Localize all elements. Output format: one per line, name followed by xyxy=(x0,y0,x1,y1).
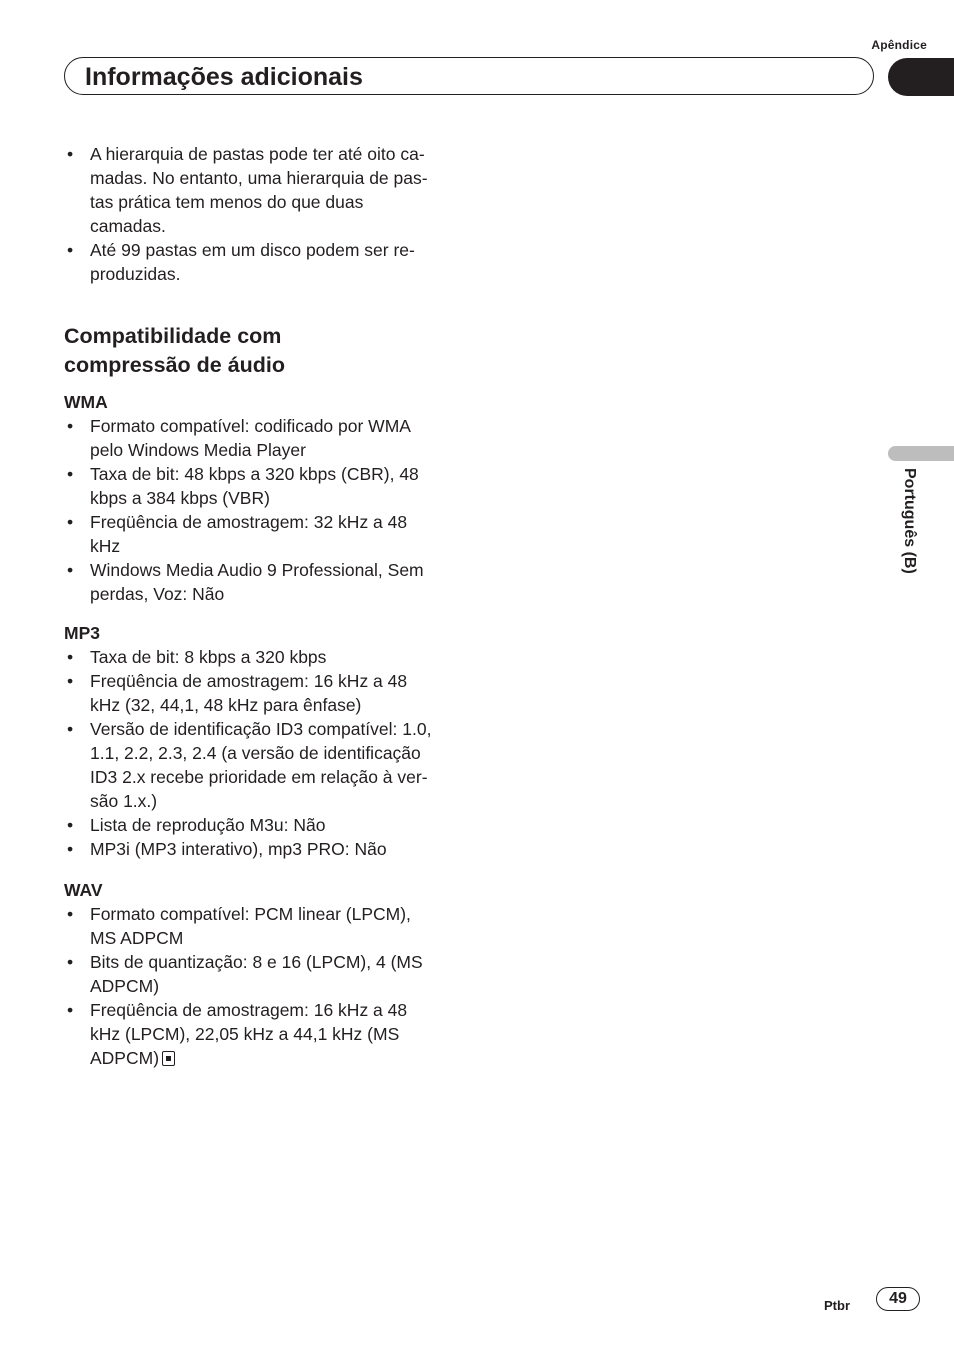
list-item xyxy=(64,462,464,510)
list-item-text: Versão de identificação ID3 compatível: 1.0, 1.1, 2.2, 2.3, 2.4 (a versão de identificação ID3 2.x recebe prioridade em relação à ver- são 1.x.) xyxy=(90,719,432,811)
black-tab xyxy=(888,58,954,96)
list-item-text: Freqüência de amostragem: 16 kHz a 48 kHz (32, 44,1, 48 kHz para ênfase) xyxy=(90,671,408,715)
list-item-text: A hierarquia de pastas pode ter até oito ca- madas. No entanto, uma hierarquia de pas- tas prática tem menos do que duas camadas. xyxy=(90,144,428,236)
wma-label: WMA xyxy=(64,392,108,412)
stop-square-icon xyxy=(162,1051,175,1066)
bullet-icon: • xyxy=(67,647,74,667)
list-item-text: Freqüência de amostragem: 16 kHz a 48 kHz (LPCM), 22,05 kHz a 44,1 kHz (MS ADPCM) xyxy=(90,1000,408,1068)
list-item-text: Lista de reprodução M3u: Não xyxy=(90,815,326,835)
bullet-icon: • xyxy=(67,952,74,972)
list-item xyxy=(64,510,464,558)
list-item xyxy=(64,837,464,861)
list-item xyxy=(64,558,464,606)
list-item xyxy=(64,142,464,238)
list-item xyxy=(64,717,464,813)
mp3-label: MP3 xyxy=(64,623,100,643)
list-item xyxy=(64,669,464,717)
list-item xyxy=(64,645,464,669)
wav-label: WAV xyxy=(64,880,103,900)
bullet-icon: • xyxy=(67,719,74,739)
footer-language: Ptbr xyxy=(824,1298,850,1313)
list-item xyxy=(64,414,464,462)
section-label: Apêndice xyxy=(871,38,927,52)
list-item-text: MP3i (MP3 interativo), mp3 PRO: Não xyxy=(90,839,387,859)
title-pill xyxy=(64,57,874,95)
list-item xyxy=(64,813,464,837)
bullet-icon: • xyxy=(67,839,74,859)
list-item-text: Windows Media Audio 9 Professional, Sem perdas, Voz: Não xyxy=(90,560,424,604)
side-tab xyxy=(888,446,954,461)
bullet-icon: • xyxy=(67,1000,74,1020)
bullet-icon: • xyxy=(67,815,74,835)
page-number: 49 xyxy=(876,1287,920,1311)
mp3-list xyxy=(64,645,464,861)
bullet-icon: • xyxy=(67,560,74,580)
list-item-text: Bits de quantização: 8 e 16 (LPCM), 4 (MS ADPCM) xyxy=(90,952,423,996)
list-item-text: Freqüência de amostragem: 32 kHz a 48 kHz xyxy=(90,512,408,556)
list-item xyxy=(64,998,464,1070)
page-title: Informações adicionais xyxy=(85,63,363,91)
list-item xyxy=(64,238,464,286)
content-column xyxy=(64,142,464,1070)
list-item-text: Taxa de bit: 48 kbps a 320 kbps (CBR), 48 kbps a 384 kbps (VBR) xyxy=(90,464,419,508)
bullet-icon: • xyxy=(67,144,74,164)
wma-list xyxy=(64,414,464,606)
bullet-icon: • xyxy=(67,671,74,691)
list-item-text: Formato compatível: codificado por WMA pelo Windows Media Player xyxy=(90,416,411,460)
list-item-text: Taxa de bit: 8 kbps a 320 kbps xyxy=(90,647,327,667)
bullet-icon: • xyxy=(67,464,74,484)
list-item xyxy=(64,950,464,998)
bullet-icon: • xyxy=(67,416,74,436)
side-language-label: Português (B) xyxy=(901,468,918,574)
intro-list xyxy=(64,142,464,286)
bullet-icon: • xyxy=(67,512,74,532)
list-item xyxy=(64,902,464,950)
bullet-icon: • xyxy=(67,904,74,924)
bullet-icon: • xyxy=(67,240,74,260)
wav-list xyxy=(64,902,464,1070)
section-heading: Compatibilidade com compressão de áudio xyxy=(64,324,286,377)
list-item-text: Formato compatível: PCM linear (LPCM), MS ADPCM xyxy=(90,904,411,948)
list-item-text: Até 99 pastas em um disco podem ser re- produzidas. xyxy=(90,240,415,284)
